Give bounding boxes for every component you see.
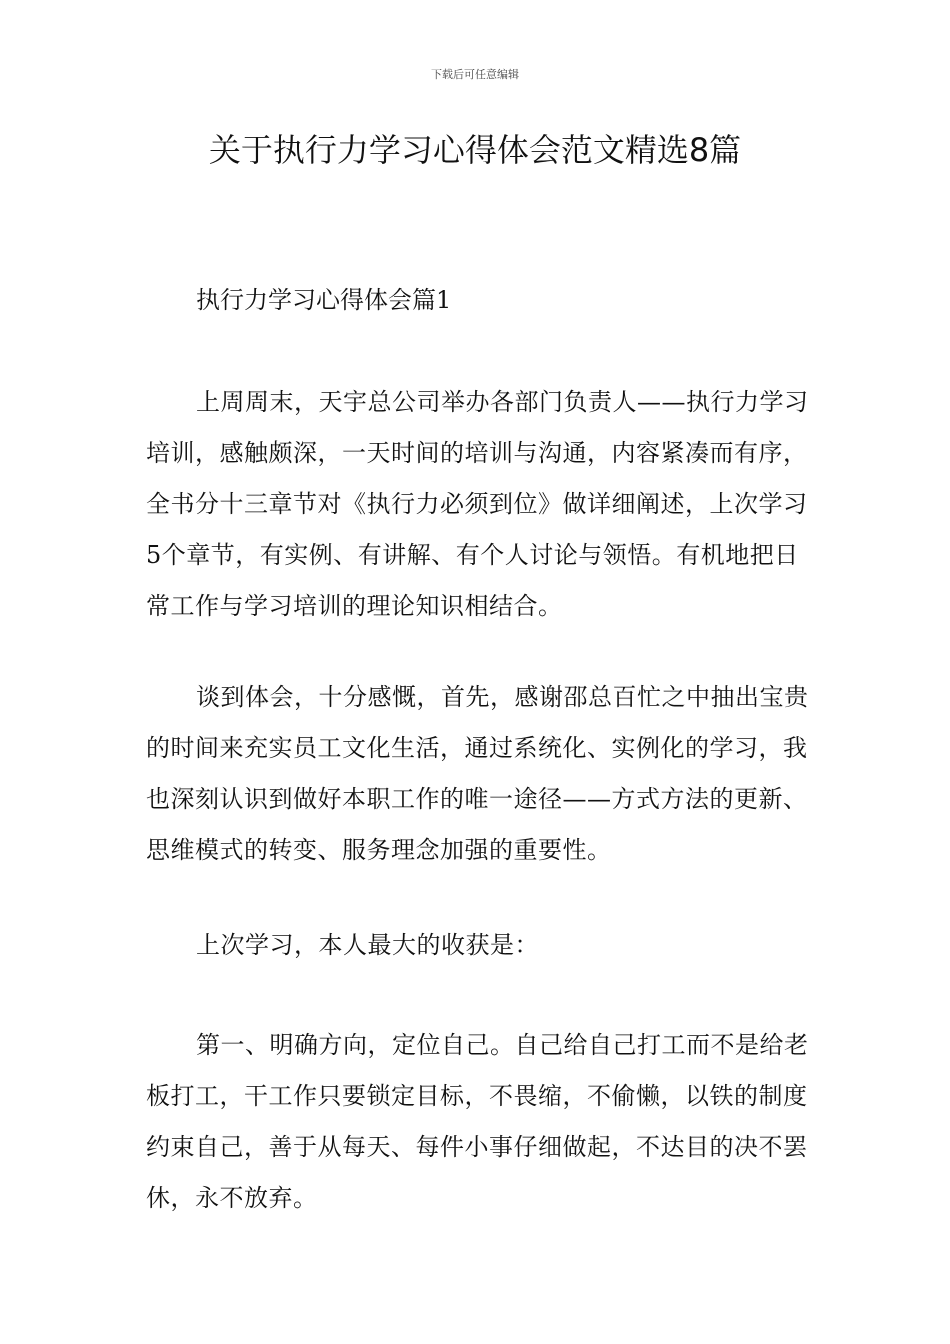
paragraph-4: 第一、明确方向，定位自己。自己给自己打工而不是给老板打工，干工作只要锁定目标，不畏缩，不偷懒，以铁的制度约束自己，善于从每天、每件小事仔细做起，不达目的决不罢休，永不放弃。: [146, 1031, 809, 1212]
paragraph-1: 上周周末，天宇总公司举办各部门负责人——执行力学习培训，感触颇深，一天时间的培训与沟通，内容紧凑而有序，全书分十三章节对《执行力必须到位》做详细阐述，上次学习5个章节，有实例、有讲解、有个人讨论与领悟。有机地把日常工作与学习培训的理论知识相结合。: [146, 388, 809, 620]
section-heading: 执行力学习心得体会篇1: [196, 286, 452, 314]
document-title: 关于执行力学习心得体会范文精选8篇: [208, 131, 742, 169]
paragraph-3: 上次学习，本人最大的收获是：: [196, 931, 539, 959]
header-note: 下载后可任意编辑: [431, 68, 519, 81]
paragraph-2: 谈到体会，十分感慨，首先，感谢邵总百忙之中抽出宝贵的时间来充实员工文化生活，通过系统化、实例化的学习，我也深刻认识到做好本职工作的唯一途径——方式方法的更新、思维模式的转变、服务理念加强的重要性。: [146, 683, 809, 864]
